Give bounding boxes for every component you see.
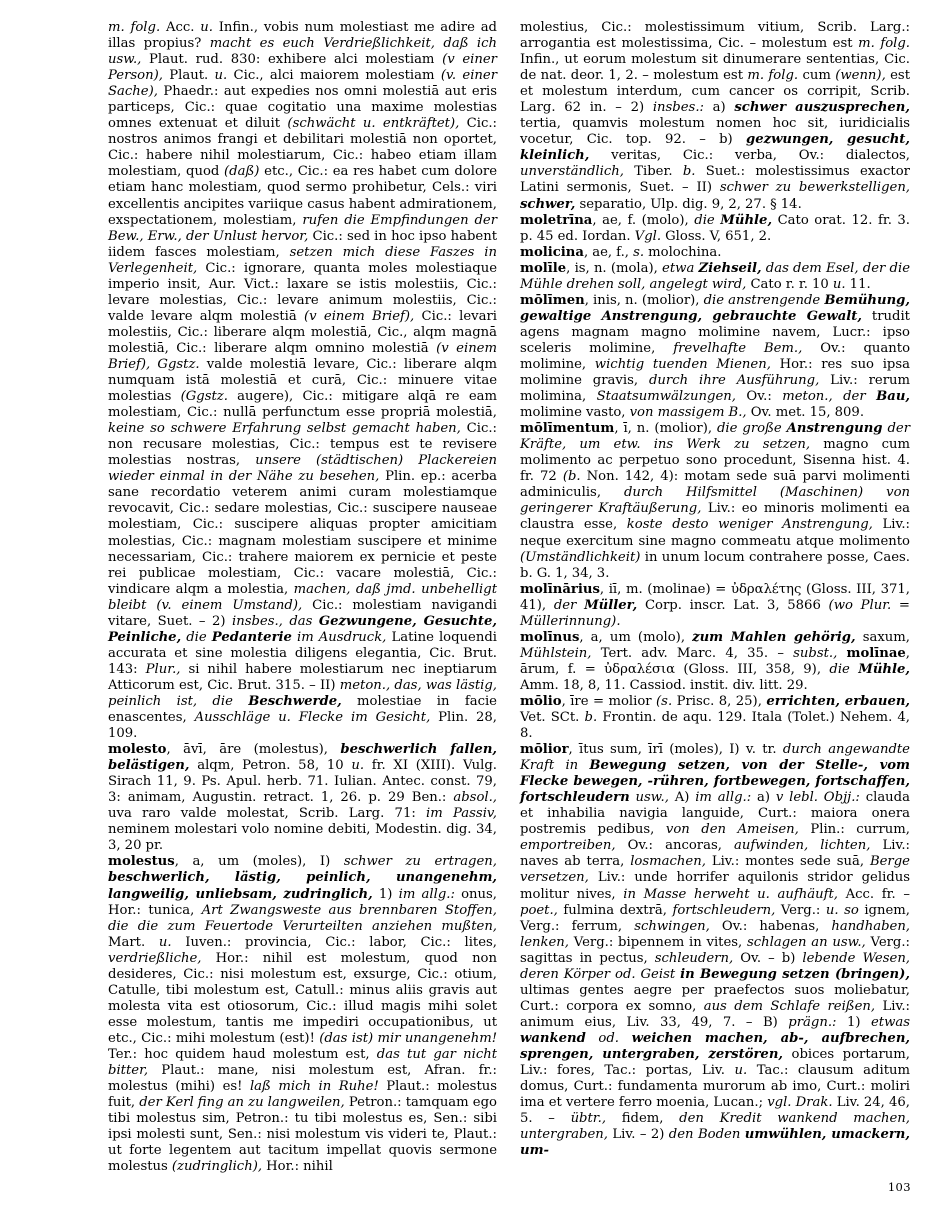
right-text-column [520, 20, 910, 1165]
two-column-text-body [108, 20, 911, 1175]
dictionary-entry: mōlior, ītus sum, īrī (moles), I) v. tr. durch angewandte Kraft in Bewegung setzen, von der Stelle-, vom Flecke bewegen, -rühren, fortbewegen, fortschaffen, fortschleudern usw., A) im allg.: a) v lebl. Objj.: clauda et inhabilia navigia languide, Curt.: maiora onera postremis pedibus, von den Ameisen, Plin.: currum, emportreiben, Ov.: ancoras, aufwinden, lichten, Liv.: naves ab terra, losmachen, Liv.: montes sede suā, Berge versetzen, Liv.: unde horrifer aquilonis stridor gelidus molitur nives, in Masse herweht u. aufhäuft, Acc. fr. – poet., fulmina dextrā, fortschleudern, Verg.: u. so ignem, Verg.: ferrum, schwingen, Ov.: habenas, handhaben, lenken, Verg.: bipennem in vites, schlagen an usw., Verg.: sagittas in pectus, schleudern, Ov. – b) lebende Wesen, deren Körper od. Geist in Bewegung setzen (bringen), ultimas gentes aegre per praefectos suos moliebatur, Curt.: corpora ex somno, aus dem Schlafe reißen, Liv.: animum eius, Liv. 33, 49, 7. – B) prägn.: 1) etwas wankend od. weichen machen, ab-, aufbrechen, sprengen, untergraben, zerstören, obices portarum, Liv.: fores, Tac.: portas, Liv. u. Tac.: clausum aditum domus, Curt.: fundamenta murorum ab imo, Curt.: moliri ima et vertere ferro moenia, Lucan.; vgl. Drak. Liv. 24, 46, 5. – übtr., fidem, den Kredit wankend machen, untergraben, Liv. – 2) den Boden umwühlen, umackern, um- [520, 742, 911, 1159]
dictionary-entry: molicina, ae, f., s. molochina. [520, 244, 722, 260]
dictionary-entry: molestus, a, um (moles), I) schwer zu ertragen, beschwerlich, lästig, peinlich, unangenehm, langweilig, unliebsam, zudringlich, 1) im allg.: onus, Hor.: tunica, Art Zwangsweste aus brennbaren Stoffen, die die zum Feuertode Verurteilten anziehen mußten, Mart. u. Iuven.: provincia, Cic.: labor, Cic.: lites, verdrießliche, Hor.: nihil est molestum, quod non desideres, Cic.: nisi molestum est, exsurge, Cic.: otium, Catulle, tibi molestum est, Catull.: minus aliis gravis aut molesta vita est otiosorum, Cic.: illud magis mihi solet esse molestum, tantis me impediri occupationibus, ut etc., Cic.: mihi molestum (est)! (das ist) mir unangenehm! Ter.: hoc quidem haud molestum est, das tut gar nicht bitter, Plaut.: mane, nisi molestum est, Afran. fr.: molestus (mihi) es! laß mich in Ruhe! Plaut.: molestus fuit, der Kerl fing an zu langweilen, Petron.: tamquam ego tibi molestus sim, Petron.: tu tibi molestus es, Sen.: sibi ipsi molesti sunt, Sen.: nisi molestum vis videri te, Plaut.: ut forte legentem aut tacitum impellat quovis sermone molestus (zudringlich), Hor.: nihil [108, 854, 498, 1175]
page-number: 103 [887, 1180, 911, 1194]
dictionary-entry: molīnus, a, um (molo), zum Mahlen gehörig, saxum, Mühlstein, Tert. adv. Marc. 4, 35. – subst., molīnae, ārum, f. = ὐδραλέσια (Gloss. III, 358, 9), die Mühle, Amm. 18, 8, 11. Cassiod. instit. div. litt. 29. [520, 629, 910, 693]
left-text-column [108, 20, 498, 1175]
dictionary-entry: mōlīmentum, ī, n. (molior), die große Anstrengung der Kräfte, um etw. ins Werk zu setzen, magno cum molimento ac perpetuo sono procedunt, Sisenna hist. 4. fr. 72 (b. Non. 142, 4): motam sede suā parvi molimenti adminiculis, durch Hilfsmittel (Maschinen) von geringerer Kraftäußerung, Liv.: eo minoris molimenti ea claustra esse, koste desto weniger Anstrengung, Liv.: neque exercitum sine magno commeatu atque molimento (Umständlichkeit) in unum locum contrahere posse, Caes. b. G. 1, 34, 3. [520, 421, 910, 581]
dictionary-entry: molīle, is, n. (mola), etwa Ziehseil, das dem Esel, der die Mühle drehen soll, angelegt wird, Cato r. r. 10 u. 11. [520, 260, 911, 292]
dictionary-entry: mōlīmen, inis, n. (molior), die anstrengende Bemühung, gewaltige Anstrengung, gebrauchte Gewalt, trudit agens magnam magno molimine navem, Lucr.: ipso sceleris molimine, frevelhafte Bem., Ov.: quanto molimine, wichtig tuenden Mienen, Hor.: res suo ipsa molimine gravis, durch ihre Ausführung, Liv.: rerum molimina, Staatsumwälzungen, Ov.: meton., der Bau, molimine vasto, von massigem B., Ov. met. 15, 809. [520, 292, 911, 421]
dictionary-entry: molīnārius, iī, m. (molinae) = ὐδραλέτης (Gloss. III, 371, 41), der Müller, Corp. inscr. Lat. 3, 5866 (wo Plur. = Müllerinnung). [520, 581, 910, 629]
dictionary-entry: molesto, āvī, āre (molestus), beschwerlich fallen, belästigen, alqm, Petron. 58, 10 u. fr. XI (XIII). Vulg. Sirach 11, 9. Ps. Apul. herb. 71. Iulian. Antec. const. 79, 3: animam, Augustin. retract. 1, 26. p. 29 Ben.: absol., uva raro valde molestat, Scrib. Larg. 71: im Passiv, neminem molestari volo nomine debiti, Modestin. dig. 34, 3, 20 pr. [108, 742, 497, 854]
dictionary-entry: m. folg. Acc. u. Infin., vobis num molestiast me adire ad illas propius? macht es euch Verdrießlichkeit, daß ich usw., Plaut. rud. 830: exhibere alci molestiam (v einer Person), Plaut. u. Cic., alci maiorem molestiam (v. einer Sache), Phaedr.: aut expedies nos omni molestiā aut eris particeps, Cic.: quae cogitatio una maxime molestias omnes extenuat et diluit (schwächt u. entkräftet), Cic.: nostros animos frangi et debilitari molestiā non oportet, Cic.: habere nihil molestiarum, Cic.: habeo etiam illam molestiam, quod (daß) etc., Cic.: ea res habet cum dolore etiam hanc molestiam, quod sermo prohibetur, Cels.: viri excellentis ancipites variique casus habent admirationem, exspectationem, molestiam, rufen die Empfindungen der Bew., Erw., der Unlust hervor, Cic.: sed in hoc ipso habent iidem fasces molestiam, setzen mich diese Faszes in Verlegenheit, Cic.: ignorare, quanta moles molestiaque imperio insit, Aur. Vict.: laxare se istis molestiis, Cic.: levare molestias, Cic.: levare animum molestiis, Cic.: valde levare alqm molestiā (v einem Brief), Cic.: levari molestiis, Cic.: liberare alqm molestiā, Cic., alqm magnā molestiā, Cic.: liberare alqm omnino molestiā (v einem Brief), Ggstz. valde molestiā levare, Cic.: liberare alqm numquam istā molestiā et curā, Cic.: minuere vitae molestias (Ggstz. augere), Cic.: mitigare alqā re eam molestiam, Cic.: nullā perfunctum esse propriā molestiā, keine so schwere Erfahrung selbst gemacht haben, Cic.: non recusare molestias, Cic.: tempus est te revisere molestias nostras, unsere (städtischen) Plackereien wieder einmal in der Nähe zu besehen, Plin. ep.: acerba sane recordatio veterem animi curam molestiamque revocavit, Cic.: sedare molestias, Cic.: suscipere nauseae molestiam, Cic.: suscipere aliquas propter amicitiam molestias, Cic.: magnam molestiam suscipere et minime necessariam, Cic.: trahere maiorem ex pernicie et peste rei publicae molestiam, Cic.: vacare molestiā, Cic.: vindicare alqm a molestia, machen, daß jmd. unbehelligt bleibt (v. einem Umstand), Cic.: molestiam navigandi vitare, Suet. – 2) insbes., das Gezwungene, Gesuchte, Peinliche, die Pedanterie im Ausdruck, Latine loquendi accurata et sine molestia diligens elegantia, Cic. Brut. 143: Plur., si nihil habere molestiarum nec ineptiarum Atticorum est, Cic. Brut. 315. – II) meton., das, was lästig, peinlich ist, die Beschwerde, molestiae in facie enascentes, Ausschläge u. Flecke im Gesicht, Plin. 28, 109. [108, 20, 498, 742]
dictionary-entry: molestius, Cic.: molestissimum vitium, Scrib. Larg.: arrogantia est molestissima, Cic. – molestum est m. folg. Infin., ut eorum molestum sit dinumerare sententias, Cic. de nat. deor. 1, 2. – molestum est m. folg. cum (wenn), est et molestum interdum, cum cancer os corripit, Scrib. Larg. 62 in. – 2) insbes.: a) schwer auszusprechen, tertia, quamvis molestum nomen hoc sit, iuridicialis vocetur, Cic. top. 92. – b) gezwungen, gesucht, kleinlich, veritas, Cic.: verba, Ov.: dialectos, unverständlich, Tiber. b. Suet.: molestissimus exactor Latini sermonis, Suet. – II) schwer zu bewerkstelligen, schwer, separatio, Ulp. dig. 9, 2, 27. § 14. [520, 20, 911, 212]
dictionary-entry: moletrīna, ae, f. (molo), die Mühle, Cato orat. 12. fr. 3. p. 45 ed. Iordan. Vgl. Gloss. V, 651, 2. [520, 212, 911, 244]
dictionary-entry: mōlio, īre = molior (s. Prisc. 8, 25), errichten, erbauen, Vet. SCt. b. Frontin. de aqu. 129. Itala (Tolet.) Nehem. 4, 8. [520, 693, 911, 742]
